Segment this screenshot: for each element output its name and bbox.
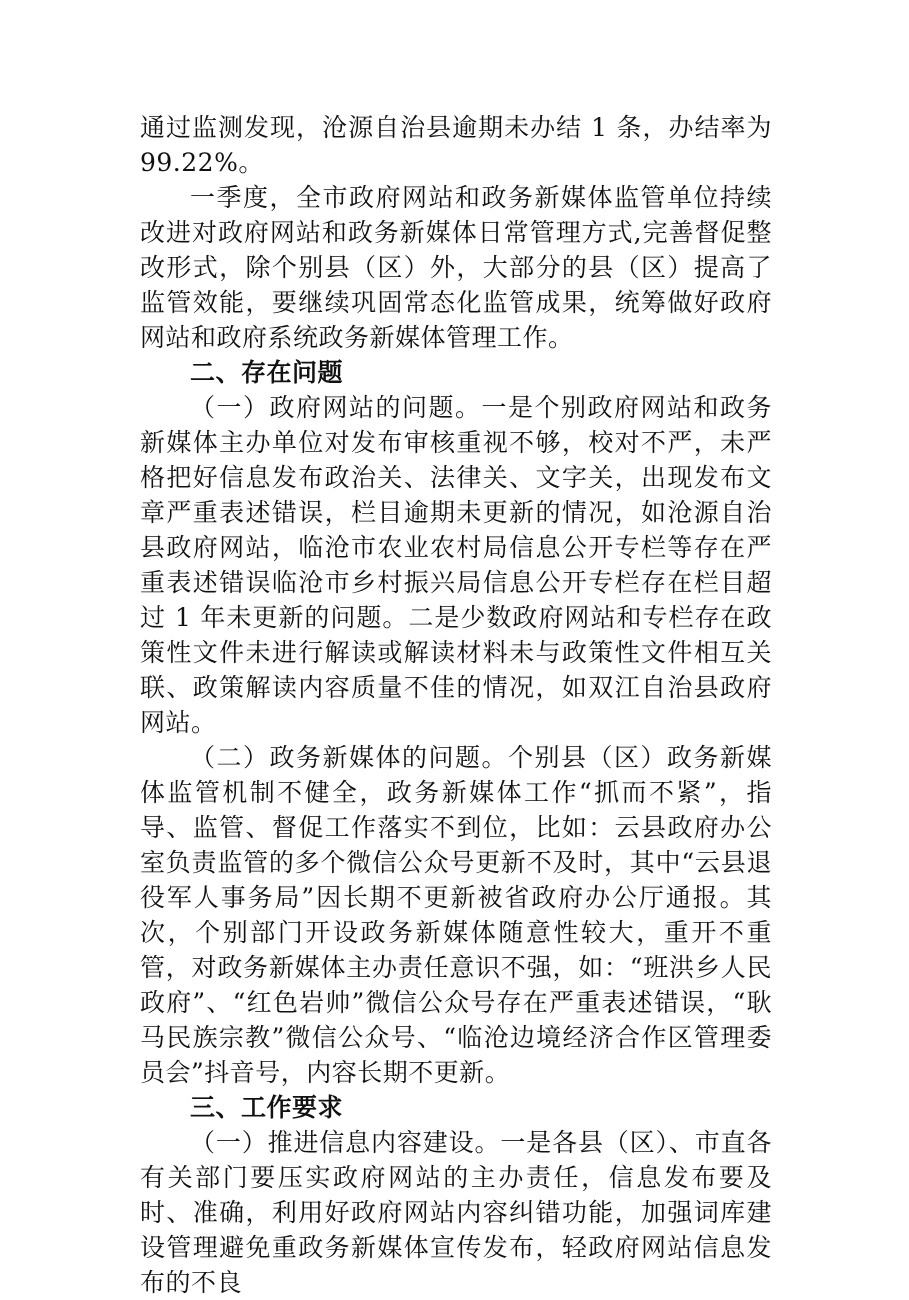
paragraph-content-construction: （一）推进信息内容建设。一是各县（区）、市直各有关部门要压实政府网站的主办责任，信息发布要及时、准确，利用好政府网站内容纠错功能，加强词库建设管理避免重政务新媒体宣传发布，轻政府网站信息发布的不良 bbox=[140, 1128, 772, 1297]
document-page bbox=[140, 110, 772, 1300]
paragraph-monitoring-result: 通过监测发现，沧源自治县逾期未办结 1 条，办结率为 99.22%。 bbox=[140, 113, 772, 177]
paragraph-new-media-problems: （二）政务新媒体的问题。个别县（区）政务新媒体监管机制不健全，政务新媒体工作“抓而不紧”，指导、监管、督促工作落实不到位，比如：云县政府办公室负责监管的多个微信公众号更新不及时，其中“云县退役军人事务局”因长期不更新被省政府办公厅通报。其次，个别部门开设政务新媒体随意性较大，重开不重管，对政务新媒体主办责任意识不强，如：“班洪乡人民政府”、“红色岩帅”微信公众号存在严重表述错误，“耿马民族宗教”微信公众号、“临沧边境经济合作区管理委员会”抖音号，内容长期不更新。 bbox=[140, 743, 772, 1087]
section-heading-requirements: 三、工作要求 bbox=[190, 1093, 344, 1122]
paragraph-website-problems: （一）政府网站的问题。一是个别政府网站和政务新媒体主办单位对发布审核重视不够，校对不严，未严格把好信息发布政治关、法律关、文字关，出现发布文章严重表述错误，栏目逾期未更新的情况，如沧源自治县政府网站，临沧市农业农村局信息公开专栏等存在严重表述错误临沧市乡村振兴局信息公开专栏存在栏目超过 1 年未更新的问题。二是少数政府网站和专栏存在政策性文件未进行解读或解读材料未与政策性文件相互关联、政策解读内容质量不佳的情况，如双江自治县政府网站。 bbox=[140, 393, 772, 737]
paragraph-quarter-summary: 一季度，全市政府网站和政务新媒体监管单位持续改进对政府网站和政务新媒体日常管理方式,完善督促整改形式，除个别县（区）外，大部分的县（区）提高了监管效能，要继续巩固常态化监管成果，统筹做好政府网站和政府系统政务新媒体管理工作。 bbox=[140, 183, 772, 352]
section-heading-problems: 二、存在问题 bbox=[190, 358, 344, 387]
